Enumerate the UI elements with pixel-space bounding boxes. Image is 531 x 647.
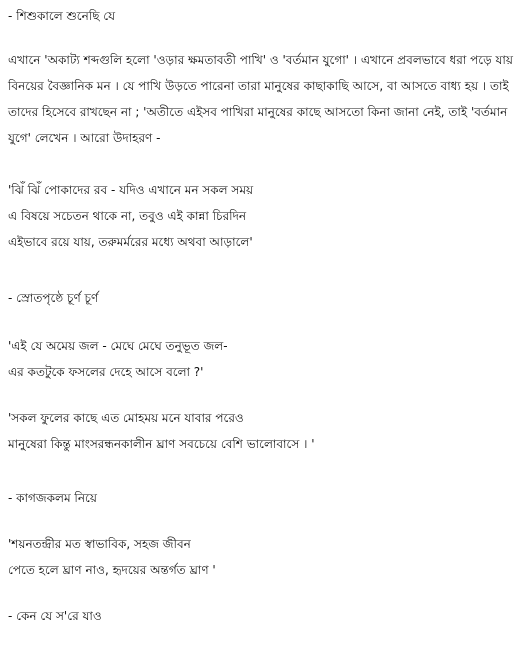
quote-line: এ বিষয়ে সচেতন থাকে না, তবুও এই কান্না চিরদিন xyxy=(8,209,247,223)
quote-line: মানুষেরা কিন্তু মাংসরন্ধনকালীন ঘ্রাণ সবচেয়ে বেশি ভালোবাসে । ' xyxy=(8,437,315,451)
paragraph-line: এখানে 'অকাট্য শব্দগুলি হলো 'ওড়ার ক্ষমতাবতী পাখি' ও 'বর্তমান যুগো' । এখানে প্রবলভাবে ধরা পড়ে যায় xyxy=(8,53,513,67)
quote-line: পেতে হলে ঘ্রাণ নাও, হৃদয়ের অন্তর্গত ঘ্রাণ ' xyxy=(8,563,216,577)
quote-line: 'সকল ফুলের কাছে এত মোহময় মনে যাবার পরেও xyxy=(8,411,244,425)
heading-line: - কাগজকলম নিয়ে xyxy=(8,491,97,505)
quote-line: এর কতটুকে ফসলের দেহে আসে বলো ?' xyxy=(8,365,204,379)
quote-block xyxy=(8,412,315,451)
quote-line: 'এই যে অমেয় জল - মেঘে মেঘে তনুভূত জল- xyxy=(8,339,228,353)
quote-block xyxy=(8,340,228,379)
paragraph-line: যুগে' লেখেন । আরো উদাহরণ - xyxy=(8,131,161,145)
paragraph-line: তাদের হিসেবে রাখছেন না ; 'অতীতে এইসব পাখিরা মানুষের কাছে আসতো কিনা জানা নেই, তাই 'বর্তমান xyxy=(8,105,508,119)
quote-line: 'শয়নতন্দ্রীর মত স্বাভাবিক, সহজ জীবন xyxy=(8,537,191,551)
paragraph-line: বিনয়ের বৈজ্ঞানিক মন । যে পাখি উড়তে পারেনা তারা মানুষের কাছাকাছি আসে, বা আসতে বাধ্য হয় । তাই xyxy=(8,79,509,93)
heading-line: - শিশুকালে শুনেছি যে xyxy=(8,9,116,23)
quote-line: এইভাবে রয়ে যায়, তরুমর্মরের মধ্যে অথবা আড়ালে' xyxy=(8,235,253,249)
quote-block xyxy=(8,184,253,249)
quote-line: 'ঝিঁ ঝিঁ পোকাদের রব - যদিও এখানে মন সকল সময় xyxy=(8,183,254,197)
heading-line: - স্রোতপৃষ্ঠে চূর্ণ চূর্ণ xyxy=(8,291,99,305)
quote-block xyxy=(8,538,216,577)
paragraph xyxy=(8,54,513,145)
heading-line: - কেন যে স'রে যাও xyxy=(8,609,102,623)
